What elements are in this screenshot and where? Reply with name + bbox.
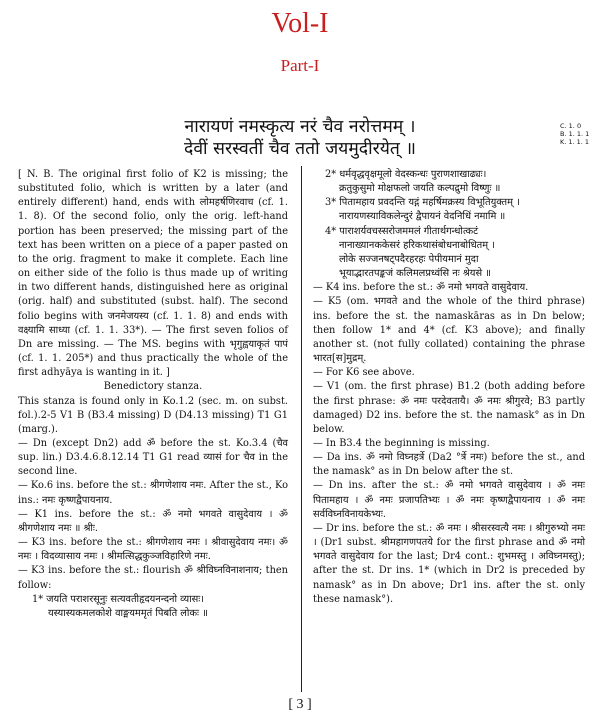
note-paragraph: — K5 (om. भगवते and the whole of the third phrase) ins. before the st. the namaskāras as in Dn below; then follow 1* and 4* (cf. K3 above); and finally another st. (not fully collated) containing the phrase भारत[स]मुद्रम्. [313,296,585,365]
volume-title: Vol-I [271,8,329,39]
note-paragraph: — Dn (except Dn2) add ॐ before the st. Ko.3.4 (चैव sup. lin.) D3.4.6.8.12.14 T1 G1 read व्यासं for चैव in the second line. [18,437,288,478]
inserted-verse-line: क्रतुकुसुमो मोक्षफलो जयति कल्पद्रुमो विष्णुः ॥ [339,183,501,195]
column-divider [301,166,302,692]
right-column [313,168,585,607]
verse-line-2: देवीं सरस्वतीं चैव ततो जयमुदीरयेत् ॥ [184,139,416,159]
note-paragraph: This stanza is found only in Ko.1.2 (sec. m. on subst. fol.).2-5 V1 B (B3.4 missing) D (D4.13 missing) T1 G1 (marg.). [18,395,288,435]
ref-b: B. 1. 1. 1 [560,130,590,138]
inserted-verse-line: नारायणस्याविकलेन्दुरं द्वैपायनं वेदनिधिं नमामि ॥ [339,211,506,223]
note-paragraph: — K1 ins. before the st.: ॐ नमो भगवते वासुदेवाय । ॐ श्रीगणेशाय नमः ॥ श्रीः. [18,508,288,534]
note-paragraph: — K3 ins. before the st.: श्रीगणेशाय नमः । श्रीवासुदेवाय नमः। ॐ नमः । विदव्यासाय नमः । श्रीमत्सिद्धकुञ्जविहारिणे नमः. [18,537,288,563]
inserted-verse-line: यस्यास्यकमलकोशे वाङ्मयममृतं पिबति लोकः ॥ [48,607,208,619]
inserted-verse-line: 3* पितामहाय प्रवदन्ति यद्गं महर्षिमक्रस्य विभूतियुक्तम् । [325,197,520,209]
inserted-verse-line: नानाख्यानककेसरं हरिकथासंबोधनाबोधितम् । [339,239,495,251]
note-paragraph: — Ko.6 ins. before the st.: श्रीगणेशाय नमः. After the st., Ko ins.: नमः कृष्णद्वैपायनाय. [18,480,288,506]
inserted-verse-line: 4* पाराशर्यवचस्सरोजममलं गीतार्थगन्धोत्कटं [325,225,479,237]
note-paragraph: — K4 ins. before the st.: ॐ नमो भगवते वासुदेवाय. [313,282,529,294]
left-column [18,168,288,621]
verse-line-1: नारायणं नमस्कृत्य नरं चैव नरोत्तमम् । [184,117,416,137]
benedictory-verse [0,116,600,160]
note-paragraph: — For K6 see above. [313,367,415,379]
page-number: [ 3 ] [288,697,312,712]
note-paragraph: — Dr ins. before the st.: ॐ नमः । श्रीसरस्वत्यै नमः । श्रीगुरुभ्यो नमः । (Dr1 subst. श्रीमहागणपतये for the first phrase and ॐ नमो भगवते वासुदेवाय for the last; Dr4 cont.: शुभमस्तु । अविघ्नमस्तु); after the st. Dr ins. 1* (which in Dr2 is preceded by namask° as in Dn above; Dr1 ins. after the st. only these namask°). [313,522,585,605]
inserted-verse-line: 1* जयति पराशरसूनुः सत्यवतीहृदयनन्दनो व्यासः। [32,593,204,605]
verse-references [560,122,589,146]
editorial-note: [ N. B. The original first folio of K2 is missing; the substituted folio, which is written by a later (and entirely different) hand, ends with लोमहर्षणिरवाच (cf. 1. 1. 8). Of the second folio, only the orig. left-hand portion has been preserved; the missing part of the text has been written on a piece of a paper pasted on to the orig. fragment to make it complete. Each line on either side of the folio is thus made up of writing in two different hands, distinguished here as original (orig. half) and substituted (subst. half). The second folio begins with जनमेजयस्य (cf. 1. 1. 8) and ends with वक्ष्यामि साध्या (cf. 1. 1. 33*). — The first seven folios of Dn are missing. — The MS. begins with भृगुह्वयाकृतं पापं (cf. 1. 1. 205*) and thus practically the whole of the first adhyāya is wanting in it. ] [18,169,288,379]
inserted-verse-line: भूयाद्भारतपङ्कजं कलिमलप्रध्वंसि नः श्रेयसे ॥ [339,268,492,280]
note-paragraph: — K3 ins. before the st.: flourish ॐ श्रीविघ्नविनाशनाय; then follow: [18,565,288,591]
inserted-verse-line: 2* धर्मवृद्धवृक्षमूलो वेदस्कन्धः पुराणशाखाढ्यः। [325,169,487,180]
note-paragraph: — Dn ins. after the st.: ॐ नमो भगवते वासुदेवाय । ॐ नमः पितामहाय । ॐ नमः प्रजापतिभ्यः । ॐ नमः कृष्णद्वैपायनाय । ॐ नमः सर्वविघ्नविनायकेभ्यः. [313,480,585,520]
section-heading: Benedictory stanza. [103,381,203,393]
note-paragraph: — Da ins. ॐ नमो विघ्नहर्त्रे (Da2 °र्त्रे नमः) before the st., and the namask° as in Dn below after the st. [313,452,585,478]
part-title: Part-I [280,56,320,75]
ref-k: K. 1. 1. 1 [560,138,590,146]
inserted-verse-line: लोके सज्जनषट्पदैरहरहः पेपीयमानं मुदा [339,253,479,265]
note-paragraph: — V1 (om. the first phrase) B1.2 (both adding before the first phrase: ॐ नमः परदेवतायै। ॐ नमः श्रीगुरवे; B3 partly damaged) D2 ins. before the st. the namask° as in Dn below. [313,381,585,435]
note-paragraph: — In B3.4 the beginning is missing. [313,437,490,449]
ref-c: C. 1. 0 [560,122,582,130]
